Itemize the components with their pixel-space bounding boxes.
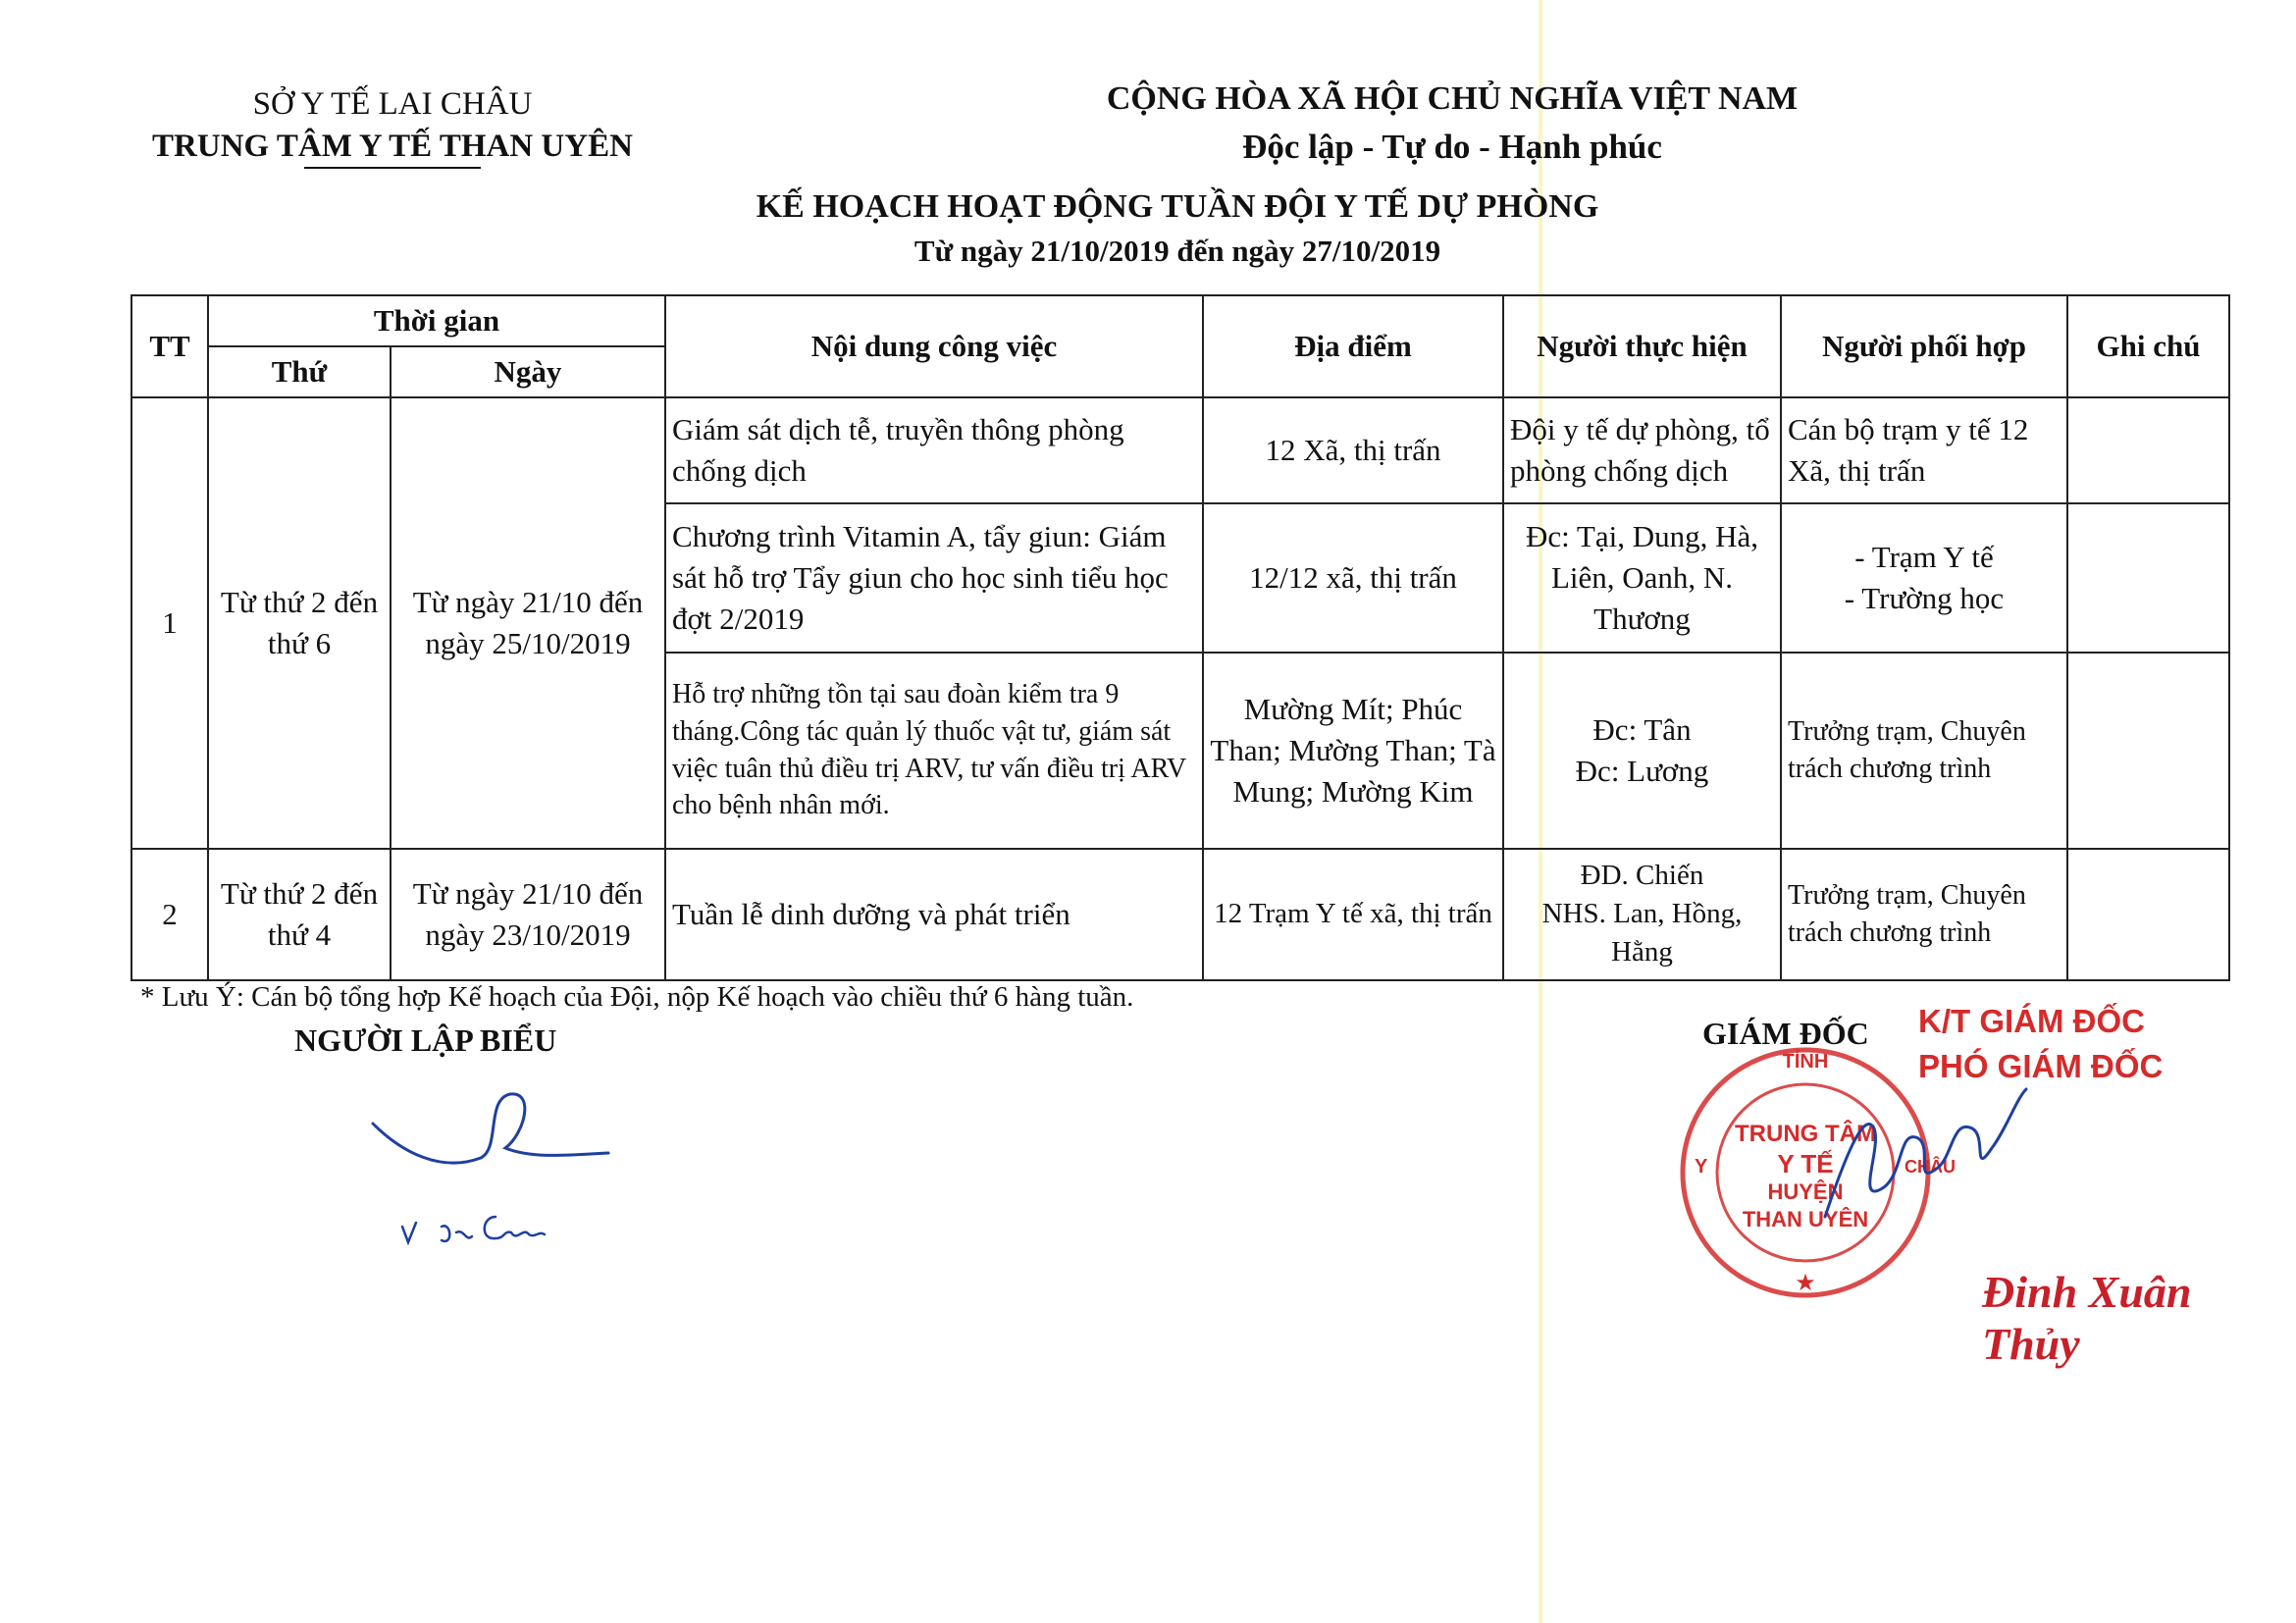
performer-line: ĐD. Chiến: [1580, 859, 1704, 891]
cell-performer: [1503, 653, 1781, 849]
header-content: Nội dung công việc: [665, 295, 1203, 397]
svg-text:TRUNG TÂM: TRUNG TÂM: [1735, 1121, 1876, 1147]
performer-line: Đc: Lương: [1575, 753, 1709, 788]
cell-note: [2067, 503, 2229, 653]
svg-text:TỈNH: TỈNH: [1782, 1051, 1829, 1073]
deputy-line2: PHÓ GIÁM ĐỐC: [1918, 1048, 2164, 1085]
cell-note: [2067, 653, 2229, 849]
cell-place: 12 Xã, thị trấn: [1203, 397, 1503, 503]
cell-content: Tuần lễ dinh dưỡng và phát triển: [665, 849, 1203, 980]
cell-coordinator: [1781, 503, 2067, 653]
cell-coordinator: Trưởng trạm, Chuyên trách chương trình: [1781, 849, 2067, 980]
header-coordinator: Người phối hợp: [1781, 295, 2067, 397]
header-place: Địa điểm: [1203, 295, 1503, 397]
footnote: * Lưu Ý: Cán bộ tổng hợp Kế hoạch của Đội, nộp Kế hoạch vào chiều thứ 6 hàng tuần.: [140, 981, 1134, 1013]
performer-line: Đc: Tân: [1592, 711, 1692, 747]
cell-coordinator: Trưởng trạm, Chuyên trách chương trình: [1781, 653, 2067, 849]
coordinator-line: - Trạm Y tế: [1854, 539, 1994, 574]
cell-place: 12/12 xã, thị trấn: [1203, 503, 1503, 653]
cell-tt: 1: [131, 397, 208, 849]
national-motto-block: [1060, 80, 1845, 167]
cell-content: Hỗ trợ những tồn tại sau đoàn kiểm tra 9 tháng.Công tác quản lý thuốc vật tư, giám sát việc tuân thủ điều trị ARV, tư vấn điều trị ARV cho bệnh nhân mới.: [665, 653, 1203, 849]
cell-coordinator: Cán bộ trạm y tế 12 Xã, thị trấn: [1781, 397, 2067, 503]
cell-note: [2067, 849, 2229, 980]
header-day: Thứ: [208, 346, 391, 397]
cell-note: [2067, 397, 2229, 503]
document-title-block: [589, 188, 1766, 269]
deputy-signature: [1805, 1070, 2041, 1266]
cell-tt: 2: [131, 849, 208, 980]
motto: Độc lập - Tự do - Hạnh phúc: [1242, 128, 1662, 166]
agency-underline: [304, 167, 481, 169]
cell-performer: Đội y tế dự phòng, tổ phòng chống dịch: [1503, 397, 1781, 503]
cell-content: Giám sát dịch tễ, truyền thông phòng chống dịch: [665, 397, 1203, 503]
cell-performer: Đc: Tại, Dung, Hà, Liên, Oanh, N. Thương: [1503, 503, 1781, 653]
cell-date: Từ ngày 21/10 đến ngày 25/10/2019: [391, 397, 665, 849]
preparer-signature: [363, 1079, 657, 1266]
svg-text:Y: Y: [1695, 1156, 1708, 1178]
date-range: Từ ngày 21/10/2019 đến ngày 27/10/2019: [913, 234, 1441, 268]
agency-block: [118, 86, 667, 169]
header-date: Ngày: [391, 346, 665, 397]
table-row: [131, 849, 2229, 980]
svg-text:★: ★: [1795, 1270, 1816, 1296]
cell-date: Từ ngày 21/10 đến ngày 23/10/2019: [391, 849, 665, 980]
svg-text:THAN UYÊN: THAN UYÊN: [1742, 1207, 1869, 1231]
document-title: KẾ HOẠCH HOẠT ĐỘNG TUẦN ĐỘI Y TẾ DỰ PHÒNG: [756, 188, 1599, 225]
header-note: Ghi chú: [2067, 295, 2229, 397]
svg-text:HUYỆN: HUYỆN: [1767, 1179, 1844, 1204]
cell-day: Từ thứ 2 đến thứ 6: [208, 397, 391, 849]
svg-text:Y TẾ: Y TẾ: [1777, 1149, 1834, 1178]
preparer-title: NGƯỜI LẬP BIỂU: [294, 1022, 557, 1058]
deputy-name: Đinh Xuân Thủy: [1982, 1267, 2192, 1369]
deputy-line1: K/T GIÁM ĐỐC: [1918, 1003, 2145, 1039]
plan-table: [130, 294, 2230, 981]
svg-text:CHÂU: CHÂU: [1905, 1157, 1956, 1177]
director-title: GIÁM ĐỐC: [1702, 1016, 1869, 1051]
header-tt: TT: [131, 295, 208, 397]
agency-parent: SỞ Y TẾ LAI CHÂU: [252, 86, 533, 122]
cell-content: Chương trình Vitamin A, tẩy giun: Giám sát hỗ trợ Tẩy giun cho học sinh tiểu học đợt 2/2019: [665, 503, 1203, 653]
header-performer: Người thực hiện: [1503, 295, 1781, 397]
cell-place: 12 Trạm Y tế xã, thị trấn: [1203, 849, 1503, 980]
cell-place: Mường Mít; Phúc Than; Mường Than; Tà Mung; Mường Kim: [1203, 653, 1503, 849]
agency-name: TRUNG TÂM Y TẾ THAN UYÊN: [152, 129, 633, 164]
cell-performer: [1503, 849, 1781, 980]
coordinator-line: - Trường học: [1844, 580, 2005, 615]
table-row: [131, 397, 2229, 503]
header-time: Thời gian: [208, 295, 665, 346]
cell-day: Từ thứ 2 đến thứ 4: [208, 849, 391, 980]
country-name: CỘNG HÒA XÃ HỘI CHỦ NGHĨA VIỆT NAM: [1106, 80, 1799, 117]
performer-line: NHS. Lan, Hồng, Hằng: [1541, 898, 1743, 969]
